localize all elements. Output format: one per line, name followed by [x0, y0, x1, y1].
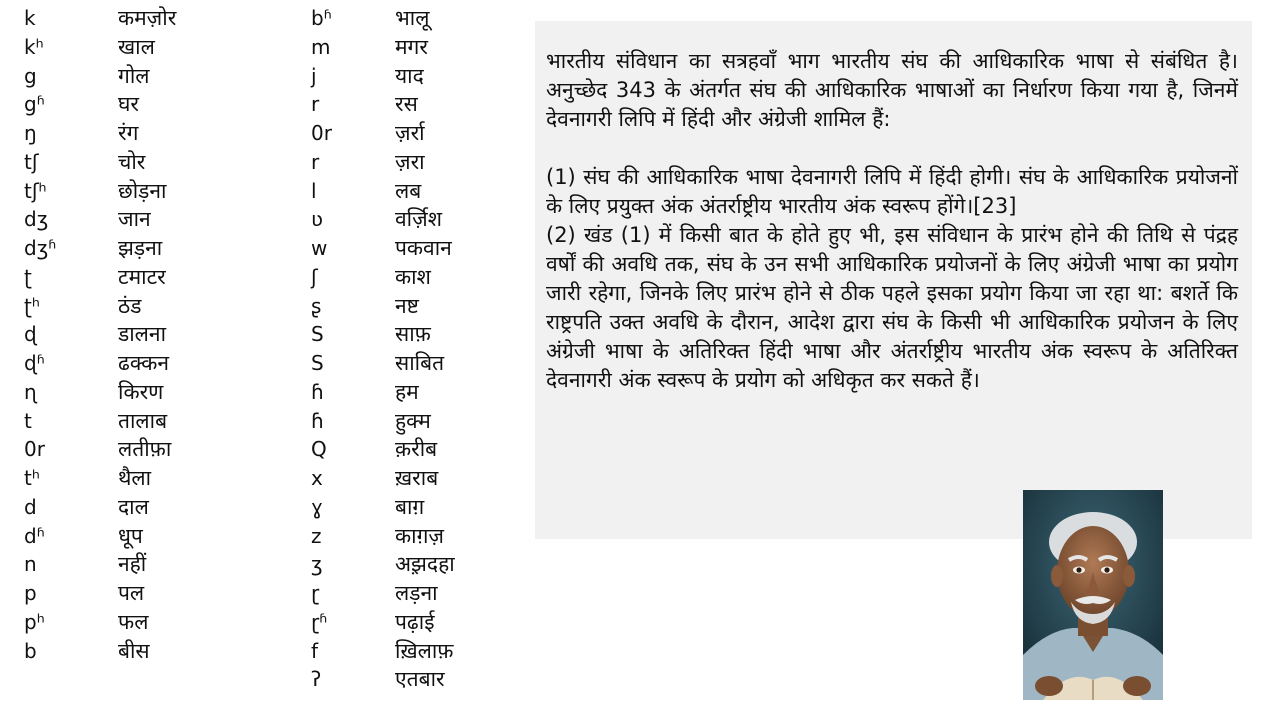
example-word: टमाटर	[118, 264, 166, 289]
example-word: दाल	[118, 494, 149, 519]
ipa-symbol: tʃ	[24, 149, 39, 174]
ipa-symbol: ɖ	[24, 322, 37, 347]
ipa-symbol: b	[24, 638, 37, 663]
example-word: साबित	[395, 351, 445, 375]
ipa-symbol: ɽʱ	[311, 609, 328, 634]
ipa-symbol: n	[24, 552, 37, 577]
example-word: काश	[395, 264, 431, 289]
example-word: पकवान	[395, 236, 452, 260]
example-word: हुक्म	[395, 408, 431, 433]
ipa-symbol: pʰ	[24, 609, 45, 634]
example-word: धूप	[118, 523, 143, 548]
ipa-symbol: ɦ	[311, 408, 324, 433]
ipa-symbol: bʱ	[311, 6, 332, 30]
example-word: पल	[118, 581, 145, 605]
example-word: हम	[395, 379, 419, 404]
ipa-symbol: j	[311, 63, 317, 88]
ipa-symbol: S	[311, 351, 324, 375]
example-word: जान	[118, 207, 151, 232]
example-word: काग़ज़	[395, 523, 444, 548]
ipa-symbol: dʒʱ	[24, 236, 57, 260]
example-word: लतीफ़ा	[118, 437, 172, 462]
example-word: वर्ज़िश	[395, 207, 442, 232]
ipa-symbol: ʒ	[311, 552, 323, 577]
example-word: रंग	[118, 121, 139, 145]
constitution-text	[546, 47, 1238, 395]
example-word: ज़रा	[395, 149, 425, 174]
ipa-symbol: 0r	[24, 437, 45, 462]
ipa-symbol: ɦ	[311, 379, 324, 404]
example-word: पढ़ाई	[395, 609, 435, 634]
ipa-column-right	[311, 4, 332, 694]
ipa-symbol: kʰ	[24, 34, 44, 59]
example-word: तालाब	[118, 408, 168, 433]
paragraph-intro: भारतीय संविधान का सत्रहवाँ भाग भारतीय संघ की आधिकारिक भाषा से संबंधित है। अनुच्छेद 343 के अंतर्गत संघ की आधिकारिक भाषाओं का निर्धारण किया गया है, जिनमें देवनागरी लिपि में हिंदी और अंग्रेजी शामिल हैं:	[546, 49, 1238, 131]
ipa-symbol: ŋ	[24, 121, 37, 145]
ipa-symbol: dʱ	[24, 523, 45, 548]
example-word: ख़राब	[395, 466, 439, 490]
ipa-symbol: ʔ	[311, 667, 322, 692]
example-word: डालना	[118, 322, 167, 347]
example-word: फल	[118, 609, 149, 634]
example-word: नहीं	[118, 552, 147, 577]
ipa-symbol: r	[311, 149, 320, 174]
example-word: मगर	[395, 34, 428, 59]
ipa-symbol: ʋ	[311, 207, 323, 232]
ipa-symbol: t	[24, 408, 32, 433]
example-word: क़रीब	[395, 437, 438, 462]
example-word: अझ़दहा	[395, 552, 455, 577]
portrait-photo-icon	[1023, 490, 1163, 700]
ipa-symbol: ʃ	[311, 264, 318, 289]
example-word: भालू	[395, 6, 430, 30]
example-word: याद	[395, 63, 424, 88]
example-word: छोड़ना	[118, 178, 167, 203]
example-word: लड़ना	[395, 581, 438, 605]
word-column-left	[118, 4, 176, 665]
example-word: लब	[395, 178, 422, 203]
ipa-symbol: ʈ	[24, 264, 32, 289]
ipa-symbol: gʱ	[24, 92, 45, 117]
ipa-symbol: ɣ	[311, 494, 323, 519]
ipa-symbol: z	[311, 523, 322, 548]
ipa-symbol: ɖʱ	[24, 351, 45, 375]
example-word: किरण	[118, 379, 164, 404]
example-word: ढक्कन	[118, 351, 170, 375]
ipa-symbol: ɳ	[24, 379, 37, 404]
ipa-symbol: d	[24, 494, 37, 519]
example-word: घर	[118, 92, 139, 117]
example-word: नष्ट	[395, 293, 419, 318]
example-word: एतबार	[395, 667, 445, 692]
ipa-symbol: g	[24, 63, 37, 88]
ipa-symbol: ɽ	[311, 581, 320, 605]
example-word: बीस	[118, 638, 150, 663]
ipa-symbol: r	[311, 92, 320, 117]
ipa-symbol: l	[311, 178, 317, 203]
ipa-symbol: k	[24, 6, 36, 30]
ipa-symbol: w	[311, 236, 328, 260]
example-word: झड़ना	[118, 236, 163, 260]
paragraph-clause-1: (1) संघ की आधिकारिक भाषा देवनागरी लिपि में हिंदी होगी। संघ के आधिकारिक प्रयोजनों के लिए प्रयुक्त अंक अंतर्राष्ट्रीय भारतीय अंक स्वरूप होंगे।[23]	[546, 165, 1238, 218]
example-word: साफ़	[395, 322, 431, 347]
paragraph-clause-2: (2) खंड (1) में किसी बात के होते हुए भी, इस संविधान के प्रारंभ होने की तिथि से पंद्रह वर्षों की अवधि तक, संघ के उन सभी आधिकारिक प्रयोजनों के लिए अंग्रेजी भाषा का प्रयोग जारी रहेगा, जिनके लिए प्रारंभ होने से ठीक पहले इसका प्रयोग किया जा रहा था: बशर्ते कि राष्ट्रपति उक्त अवधि के दौरान, आदेश द्वारा संघ के किसी भी आधिकारिक प्रयोजन के लिए अंग्रेजी भाषा के अतिरिक्त हिंदी भाषा और अंतर्राष्ट्रीय भारतीय अंक स्वरूप के अतिरिक्त देवनागरी अंक स्वरूप के प्रयोग को अधिकृत कर सकते हैं।	[546, 223, 1238, 392]
ipa-symbol: ʈʰ	[24, 293, 40, 318]
ipa-symbol: ʂ	[311, 293, 322, 318]
word-column-right	[395, 4, 455, 694]
ipa-symbol: tʃʰ	[24, 178, 47, 203]
ipa-symbol: tʰ	[24, 466, 40, 490]
ipa-symbol: f	[311, 638, 319, 663]
example-word: गोल	[118, 63, 150, 88]
ipa-symbol: p	[24, 581, 37, 605]
example-word: कमज़ोर	[118, 6, 177, 30]
ipa-symbol: dʒ	[24, 207, 49, 232]
example-word: ठंड	[118, 293, 142, 318]
ipa-symbol: S	[311, 322, 324, 347]
ipa-symbol: m	[311, 34, 331, 59]
example-word: बाग़	[395, 494, 425, 519]
ipa-symbol: 0r	[311, 121, 332, 145]
example-word: खाल	[118, 34, 155, 59]
example-word: ख़िलाफ़	[395, 638, 454, 663]
constitution-text-box	[535, 21, 1252, 539]
example-word: थैला	[118, 466, 152, 490]
ipa-column-left	[24, 4, 56, 665]
ipa-symbol: x	[311, 466, 323, 490]
example-word: ज़र्रा	[395, 121, 425, 145]
ipa-symbol: Q	[311, 437, 327, 462]
portrait-image	[1023, 490, 1163, 700]
example-word: रस	[395, 92, 418, 117]
example-word: चोर	[118, 149, 146, 174]
